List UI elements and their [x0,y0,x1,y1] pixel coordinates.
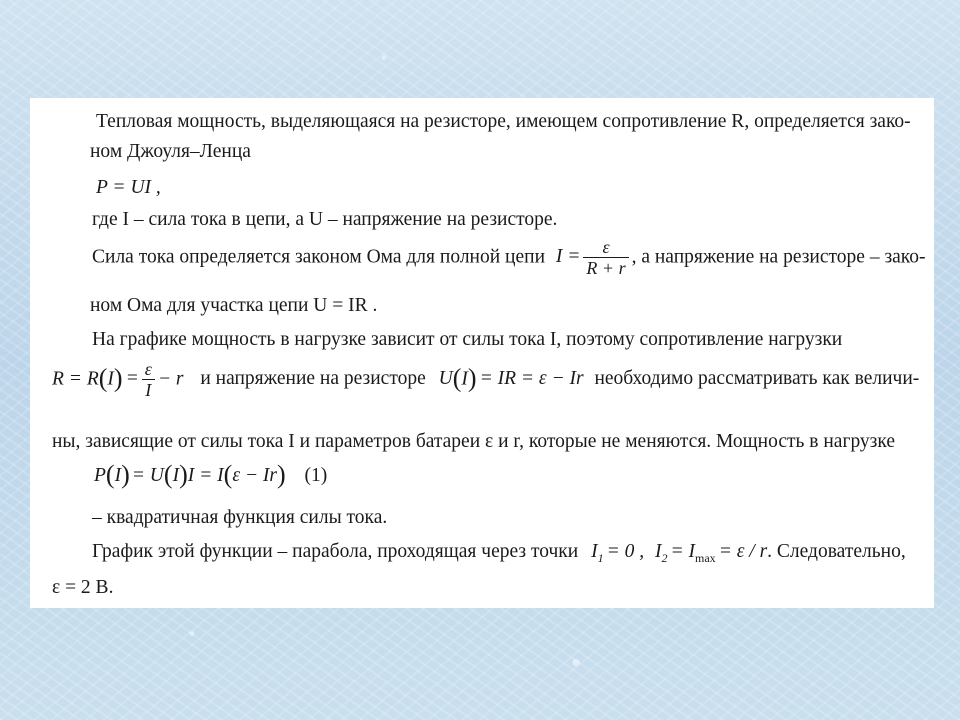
formula-i2: I [654,541,662,562]
text-line-4-start: Сила тока определяется законом Ома для полной цепи [92,246,546,268]
formula-load-power-arg1: I [114,465,122,486]
formula-load-power-inner: ε − Ir [232,465,277,486]
formula-i1-value: = 0 , [606,541,645,562]
ohm-law-fraction [583,238,628,278]
formula-load-power-mid: I = I [187,465,224,486]
text-line-7-end: необходимо рассматривать как величи- [594,368,920,390]
text-line-4 [92,238,926,278]
formula-load-power: P(I) = U(I)I = I(ε − Ir) (1) [94,460,328,489]
text-line-9: – квадратичная функция силы тока. [92,507,388,528]
formula-load-power-p: P [94,465,106,486]
ohm-law-numerator: ε [602,237,610,257]
text-line-10 [92,542,906,564]
formula-resistance-numerator: ε [144,359,152,379]
formula-i2-subscript: 2 [661,551,668,565]
text-line-6: На графике мощность в нагрузке зависит от силы тока I, поэтому сопротивление нагрузки [92,329,843,350]
text-line-10-start: График этой функции – парабола, проходящая через точки [92,541,579,562]
formula-i1-subscript: 1 [597,551,604,565]
formula-imax-subscript: max [695,551,716,565]
text-line-8: ны, зависящие от силы тока I и параметров батареи ε и r, которые не меняются. Мощность в нагрузке [52,431,896,452]
text-line-10-end: . Следовательно, [767,541,906,562]
text-line-7: R = R(I) = $\frac{\varepsilon}{I}$ − r и напряжение на резисторе U(I) = IR = ε − Ir необходимо рассматривать как величи- [52,359,920,400]
formula-load-power-u: = U [131,465,164,486]
ohm-law-denominator: R + r [583,257,628,278]
text-line-7-middle: и напряжение на резисторе [200,368,426,390]
formula-number-label: (1) [304,465,328,486]
formula-resistance-tail: − r [157,368,184,390]
formula-resistance-eq: = [125,368,139,390]
formula-load-power-arg2: I [172,465,180,486]
formula-voltage-arg: I [461,368,468,390]
formula-resistance-fraction [142,360,155,400]
text-line-1: Тепловая мощность, выделяющаяся на резисторе, имеющем сопротивление R, определяется зако- [96,111,911,132]
text-line-11: ε = 2 В. [52,577,114,598]
formula-i1: I [591,541,598,562]
formula-voltage-lhs: U [438,368,453,390]
ohm-law-lhs: I = [555,246,581,268]
formula-resistance-denominator: I [142,379,155,400]
text-line-2: ном Джоуля–Ленца [90,141,251,162]
formula-i2-value: = ε / r [718,541,768,562]
text-sheet [30,98,934,608]
formula-i2-mid: = I [670,541,696,562]
formula-voltage-rhs: = IR = ε − Ir [479,368,584,390]
text-line-4-end: , а напряжение на резисторе – зако- [631,246,926,268]
formula-resistance-arg: I [107,368,114,390]
text-line-5: ном Ома для участка цепи U = IR . [90,295,378,316]
formula-power: P = UI , [96,177,161,198]
formula-resistance-lhs: R = R [52,368,99,390]
text-line-3: где I – сила тока в цепи, а U – напряжение на резисторе. [92,209,558,230]
